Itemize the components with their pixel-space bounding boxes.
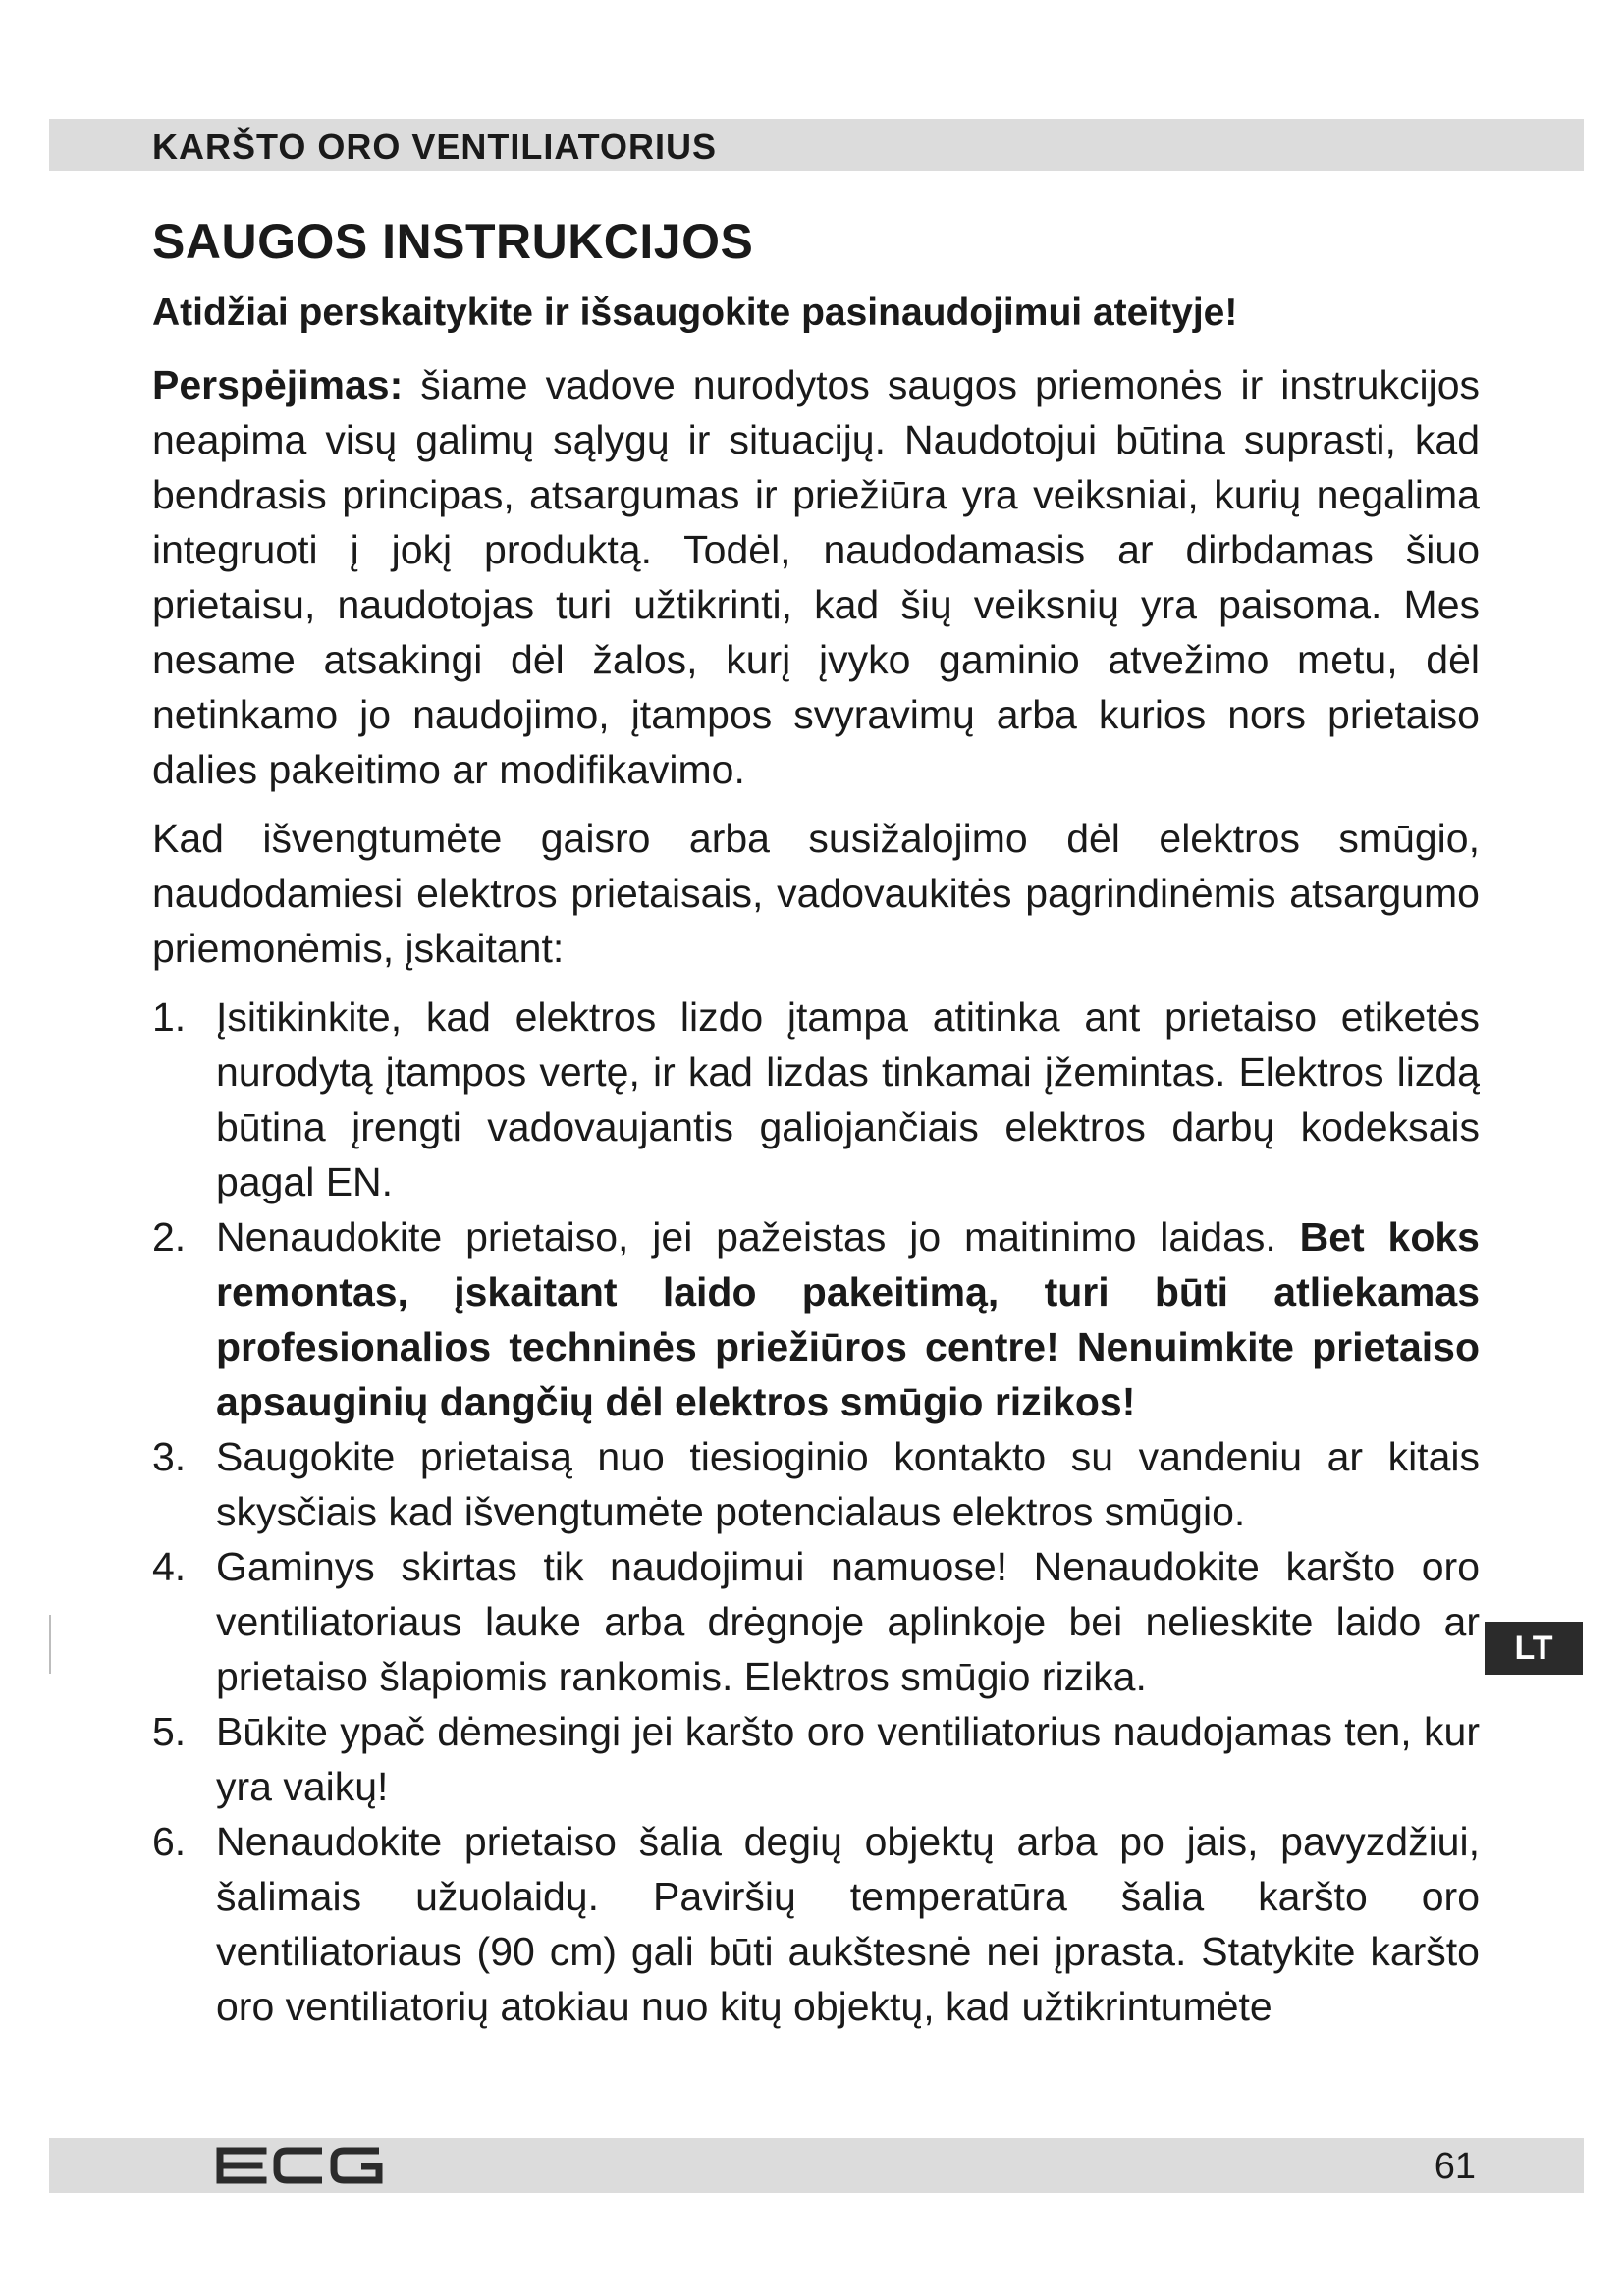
item-number: 1. (152, 994, 187, 1040)
ecg-logo (216, 2143, 383, 2188)
footer-bar (49, 2138, 1584, 2193)
item-number: 6. (152, 1819, 187, 1864)
list-item (152, 1209, 1480, 1429)
page-number: 61 (1434, 2146, 1476, 2187)
section-title: SAUGOS INSTRUKCIJOS (152, 214, 754, 269)
margin-mark (49, 1615, 51, 1674)
item-text: Nenaudokite prietaiso, jei pažeistas jo maitinimo laidas. (216, 1214, 1300, 1259)
header-bar (49, 119, 1584, 171)
item-number: 5. (152, 1709, 187, 1754)
list-item (152, 989, 1480, 1209)
ecg-logo-mark (216, 2145, 383, 2186)
item-text: Nenaudokite prietaiso šalia degių objektų arba po jais, pavyzdžiui, šalimais užuolaidų. Paviršių temperatūra šalia karšto oro ventiliatoriaus (90 cm) gali būti aukštesnė nei įprasta. Statykite karšto oro ventiliatorių atokiau nuo kitų objektų, kad užtikrintumėte (216, 1819, 1480, 2029)
item-number: 2. (152, 1214, 187, 1259)
item-number: 3. (152, 1434, 187, 1479)
warning-paragraph (152, 357, 1480, 797)
item-text: Įsitikinkite, kad elektros lizdo įtampa atitinka ant prietaiso etiketės nurodytą įtampos vertę, ir kad lizdas tinkamai įžemintas. Elektros lizdą būtina įrengti vadovaujantis galiojančiais elektros darbų kodeksais pagal EN. (216, 994, 1480, 1204)
warning-text: šiame vadove nurodytos saugos priemonės ir instrukcijos neapima visų galimų sąlygų ir situacijų. Naudotojui būtina suprasti, kad bendrasis principas, atsargumas ir priežiūra yra veiksniai, kurių negalima integruoti į jokį produktą. Todėl, naudodamasis ar dirbdamas šiuo prietaisu, naudotojas turi užtikrinti, kad šių veiksnių yra paisoma. Mes nesame atsakingi dėl žalos, kurį įvyko gaminio atvežimo metu, dėl netinkamo jo naudojimo, įtampos svyravimų arba kurios nors prietaiso dalies pakeitimo ar modifikavimo. (152, 362, 1480, 792)
section-subtitle: Atidžiai perskaitykite ir išsaugokite pasinaudojimui ateityje! (152, 292, 1238, 334)
warning-label: Perspėjimas: (152, 362, 404, 407)
content (152, 210, 1480, 2034)
item-text: Būkite ypač dėmesingi jei karšto oro ventiliatorius naudojamas ten, kur yra vaikų! (216, 1709, 1480, 1809)
intro-paragraph: Kad išvengtumėte gaisro arba susižalojimo dėl elektros smūgio, naudodamiesi elektros prietaisais, vadovaukitės pagrindinėmis atsargumo priemonėmis, įskaitant: (152, 816, 1480, 971)
item-text: Gaminys skirtas tik naudojimui namuose! Nenaudokite karšto oro ventiliatoriaus lauke arba drėgnoje aplinkoje bei nelieskite laido ar prietaiso šlapiomis rankomis. Elektros smūgio rizika. (216, 1544, 1480, 1699)
language-tab: LT (1485, 1622, 1583, 1675)
header-title: KARŠTO ORO VENTILIATORIUS (152, 127, 718, 167)
safety-list (152, 989, 1480, 2034)
list-item (152, 1704, 1480, 1814)
list-item (152, 1429, 1480, 1539)
item-text: Saugokite prietaisą nuo tiesioginio kontakto su vandeniu ar kitais skysčiais kad išvengtumėte potencialaus elektros smūgio. (216, 1434, 1480, 1534)
list-item (152, 1814, 1480, 2034)
item-bold-text: Bet koks remontas, įskaitant laido pakeitimą, turi būti atliekamas profesionalios techninės priežiūros centre! Nenuimkite prietaiso apsauginių dangčių dėl elektros smūgio rizikos! (216, 1214, 1480, 1424)
item-number: 4. (152, 1544, 187, 1589)
list-item (152, 1539, 1480, 1704)
